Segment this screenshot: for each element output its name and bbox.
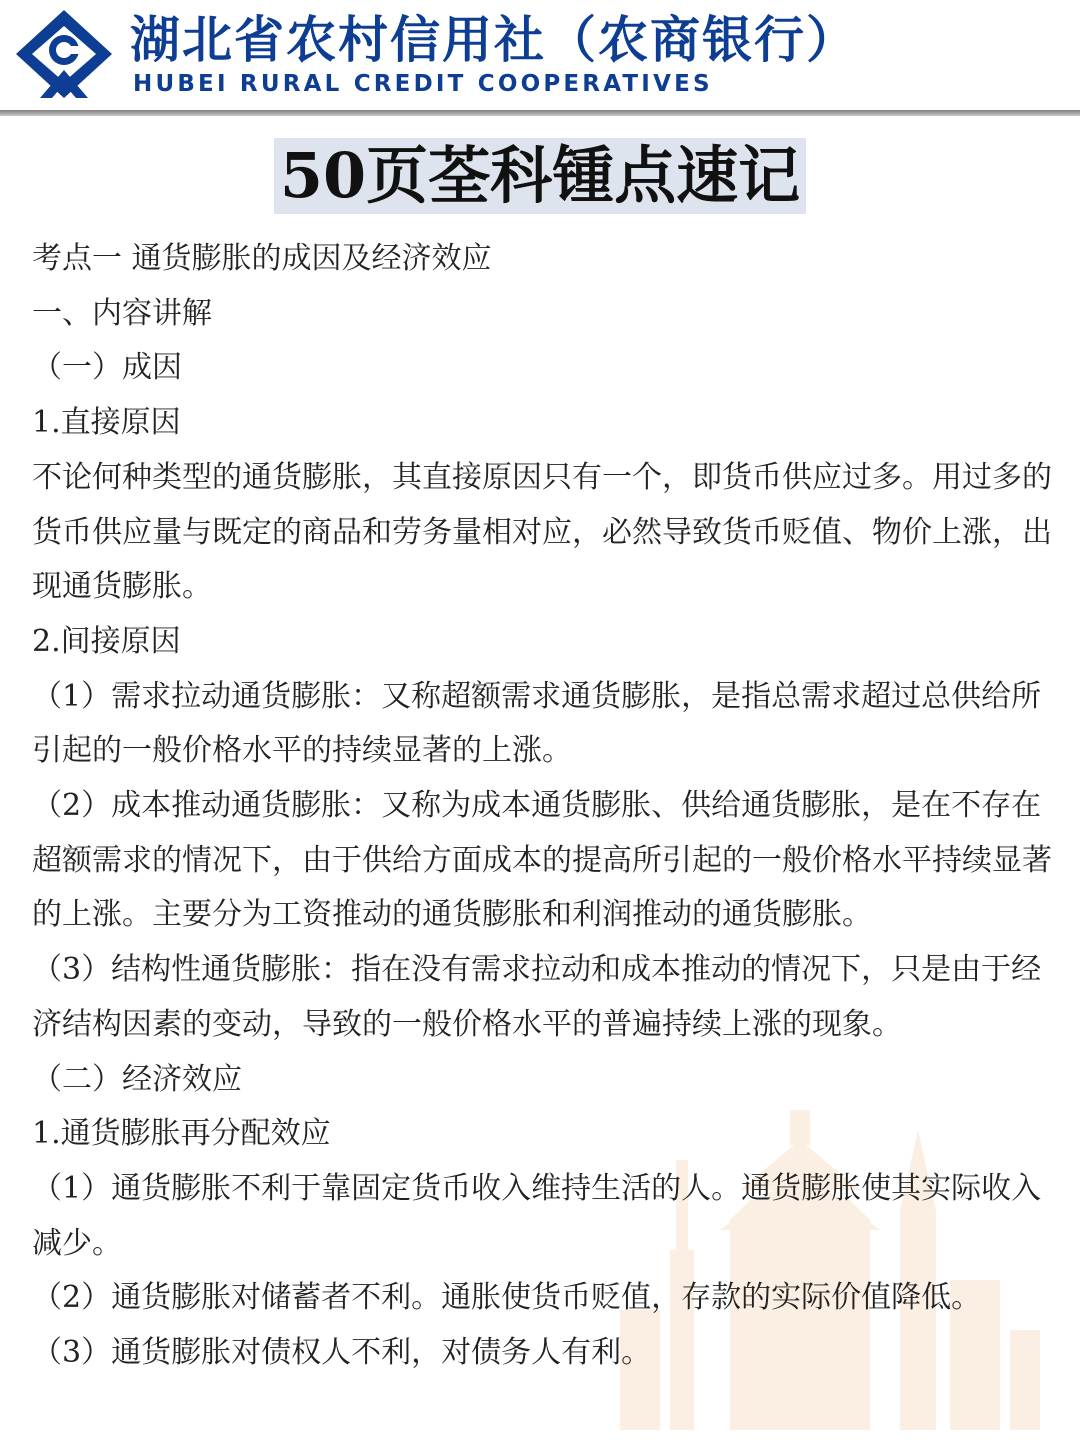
paragraph: 不论何种类型的通货膨胀，其直接原因只有一个，即货币供应过多。用过多的货币供应量与既定的商品和劳务量相对应，必然导致货币贬值、物价上涨，出现通货膨胀。 — [32, 459, 1052, 605]
hubei-rural-credit-logo-icon — [14, 8, 114, 100]
page-title: 50页荃科锺点速记 — [274, 138, 806, 214]
bank-name-cn: 湖北省农村信用社（农商银行） — [130, 11, 858, 69]
paragraph: （1）通货膨胀不利于靠固定货币收入维持生活的人。通货膨胀使其实际收入减少。 — [32, 1170, 1042, 1261]
subsection-heading: （二）经济效应 — [32, 1061, 242, 1097]
item-heading: 1.直接原因 — [32, 405, 181, 441]
bank-name-en: HUBEI RURAL CREDIT COOPERATIVES — [133, 71, 713, 97]
topic-heading: 考点一 通货膨胀的成因及经济效应 — [32, 241, 492, 276]
paragraph: （2）通货膨胀对储蓄者不利。通胀使货币贬值，存款的实际价值降低。 — [32, 1280, 982, 1316]
paragraph: （3）通货膨胀对债权人不利，对债务人有利。 — [32, 1335, 652, 1371]
paragraph: （1）需求拉动通货膨胀：又称超额需求通货膨胀，是指总需求超过总供给所引起的一般价格水平的持续显著的上涨。 — [32, 678, 1042, 769]
paragraph: （2）成本推动通货膨胀：又称为成本通货膨胀、供给通货膨胀，是在不存在超额需求的情况下，由于供给方面成本的提高所引起的一般价格水平持续显著的上涨。主要分为工资推动的通货膨胀和利润推动的通货膨胀。 — [32, 788, 1052, 933]
paragraph: （3）结构性通货膨胀：指在没有需求拉动和成本推动的情况下，只是由于经济结构因素的变动，导致的一般价格水平的普遍持续上涨的现象。 — [32, 952, 1042, 1042]
document-body — [32, 232, 1052, 1381]
header — [0, 0, 1080, 112]
header-divider — [0, 110, 1080, 116]
subsection-heading: （一）成因 — [32, 350, 182, 386]
section-heading: 一、内容讲解 — [32, 295, 212, 331]
item-heading: 2.间接原因 — [32, 623, 181, 659]
item-heading: 1.通货膨胀再分配效应 — [32, 1116, 331, 1152]
